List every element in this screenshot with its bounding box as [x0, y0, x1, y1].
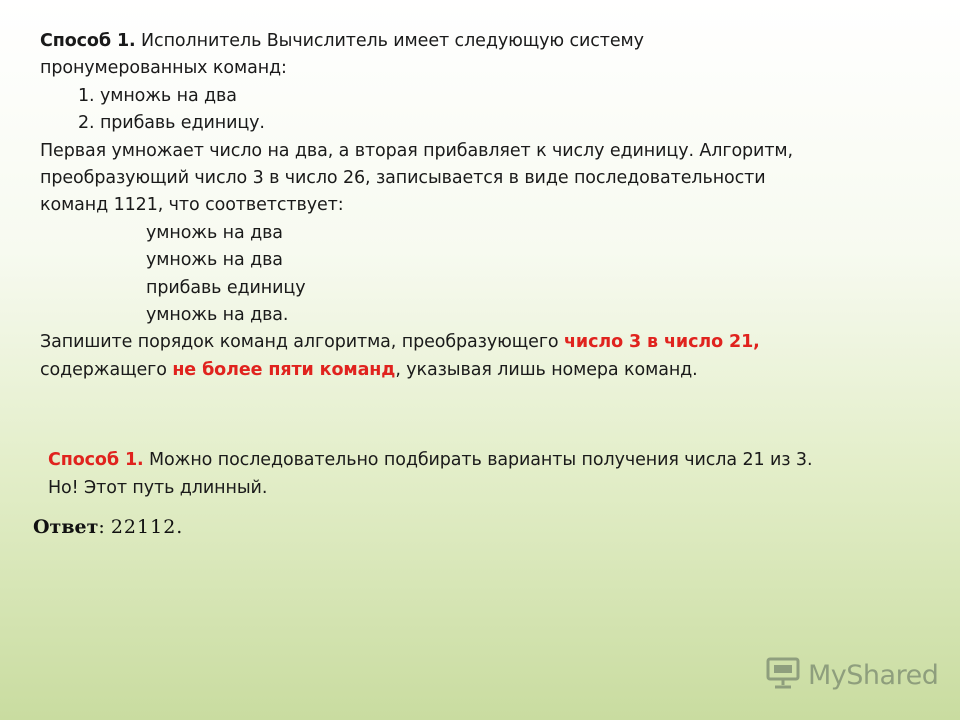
problem-intro-text: Исполнитель Вычислитель имеет следующую систему [135, 31, 644, 51]
problem-intro-line-2: пронумерованных команд: [40, 58, 287, 79]
task-text: , указывая лишь номера команд. [395, 359, 698, 380]
task-text: содержащего [40, 359, 173, 380]
description-line-3: команд 1121, что соответствует: [40, 195, 344, 216]
solution-line-2: Но! Этот путь длинный. [48, 478, 268, 498]
problem-intro-line-1 [40, 28, 920, 55]
task-line-1 [40, 329, 920, 356]
task-line-2 [40, 357, 920, 384]
sequence-step: умножь на два [146, 250, 283, 271]
solution-line-1 [48, 446, 908, 474]
problem-statement [40, 28, 920, 384]
solution-note [48, 446, 908, 502]
sequence-step: прибавь единицу [146, 277, 306, 298]
solution-text: Можно последовательно подбирать варианты получения числа 21 из 3. [143, 450, 813, 470]
description-line-2: преобразующий число 3 в число 26, записывается в виде последовательности [40, 168, 766, 189]
task-text: Запишите порядок команд алгоритма, преобразующего [40, 332, 564, 353]
watermark-text: MyShared [808, 659, 939, 691]
task-highlight-limit: не более пяти команд [172, 359, 396, 380]
problem-title: Способ 1. [40, 31, 136, 51]
watermark-logo [766, 655, 938, 695]
answer-separator: : [98, 516, 111, 538]
task-highlight-numbers: число 3 в число 21, [564, 332, 760, 353]
answer-label: Ответ [33, 516, 99, 538]
sequence-step: умножь на два. [146, 305, 289, 326]
answer-value: 22112. [110, 516, 184, 538]
sequence-step: умножь на два [146, 222, 283, 243]
presentation-board-icon [766, 657, 800, 693]
solution-title: Способ 1. [48, 450, 144, 470]
command-1: 1. умножь на два [78, 85, 237, 106]
description-line-1: Первая умножает число на два, а вторая прибавляет к числу единицу. Алгоритм, [40, 140, 793, 161]
answer [33, 516, 183, 538]
command-2: 2. прибавь единицу. [78, 113, 265, 134]
